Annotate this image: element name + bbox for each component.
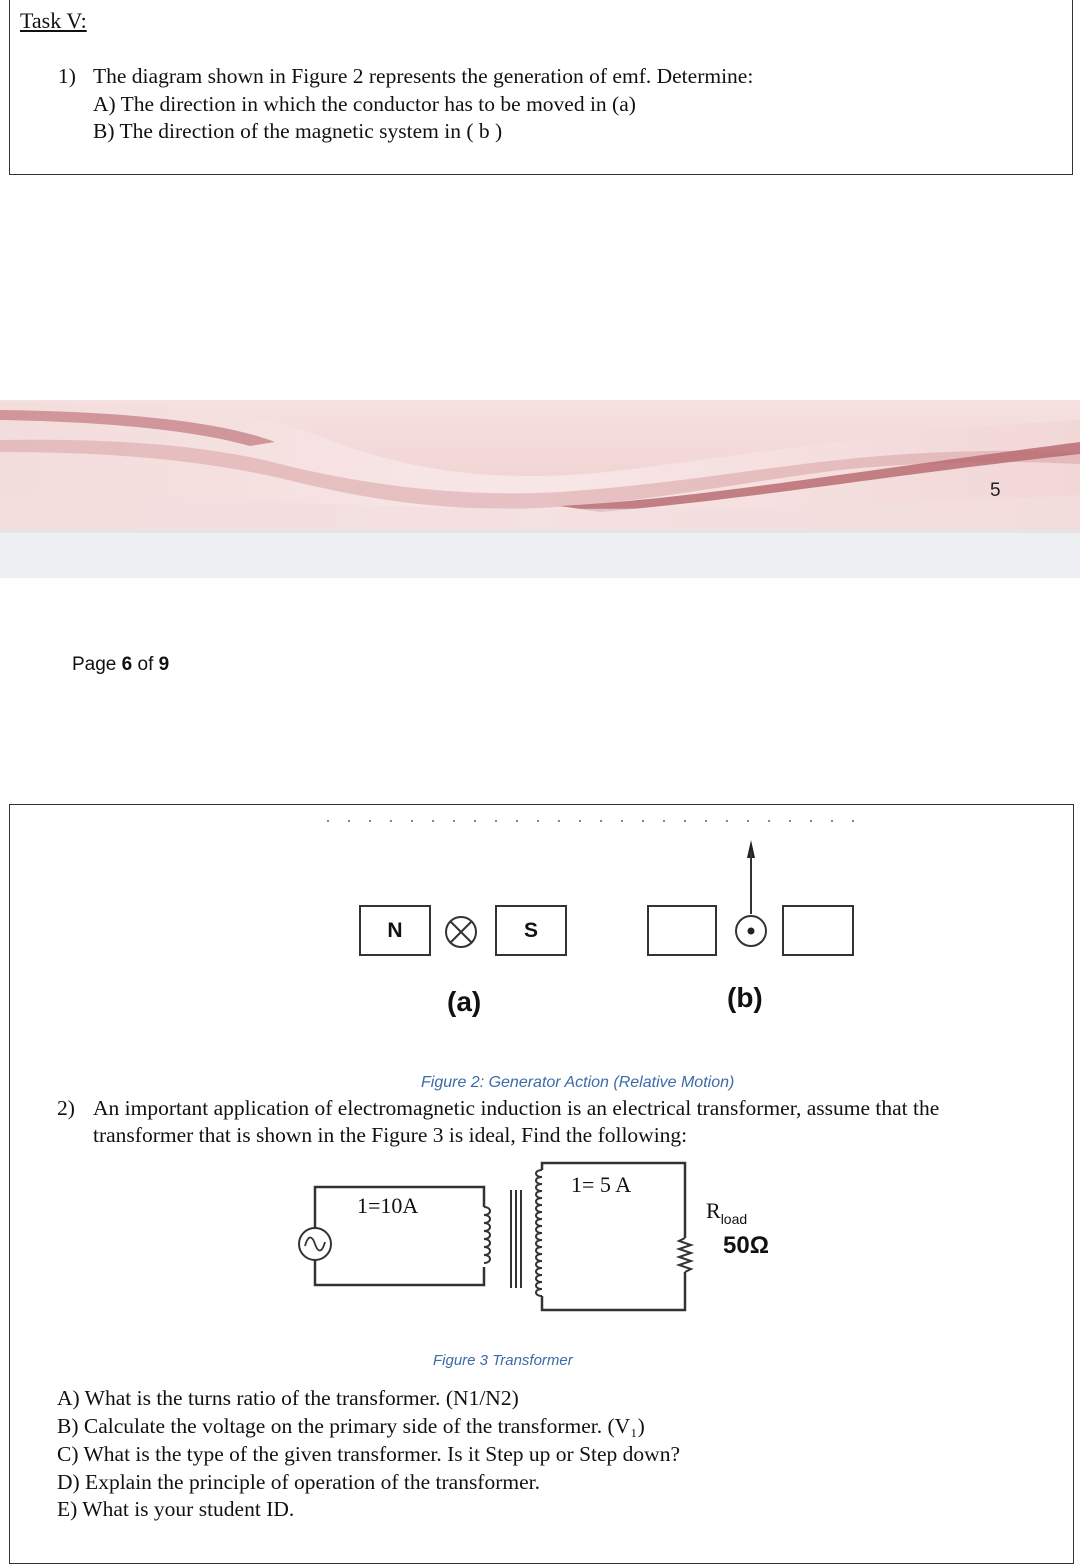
secondary-current-label: 1= 5 A [571, 1172, 632, 1197]
load-r-symbol: R [706, 1198, 721, 1223]
conductor-out-of-page-icon [728, 838, 774, 953]
page-of-label: of [137, 654, 154, 675]
transformer-circuit [285, 1160, 705, 1315]
page-indicator [72, 654, 169, 676]
question-2-part-e: E) What is your student ID. [57, 1497, 295, 1521]
page-total: 9 [158, 654, 170, 675]
load-resistor-label [706, 1198, 748, 1228]
question-2-part-d: D) Explain the principle of operation of the transformer. [57, 1470, 540, 1494]
load-subscript: load [720, 1211, 748, 1228]
figure-2-label-a: (a) [447, 986, 482, 1017]
question-2-line-1: An important application of electromagnetic induction is an electrical transformer, assume that the [93, 1096, 940, 1120]
question-2-line-2: transformer that is shown in the Figure 3 is ideal, Find the following: [93, 1123, 688, 1147]
question-number-1: 1) [58, 64, 76, 88]
dotted-line [325, 818, 865, 824]
question-1-part-a: A) The direction in which the conductor has to be moved in (a) [93, 92, 636, 116]
footer-wave-decoration [0, 380, 1080, 585]
magnet-south-pole: S [495, 905, 567, 956]
question-2-part-b: B) Calculate the voltage on the primary side of the transformer. (V₁) [57, 1414, 645, 1438]
figure-2-label-b: (b) [727, 982, 763, 1013]
task-title: Task V: [20, 8, 87, 33]
magnet-left-block [647, 905, 717, 956]
question-number-2: 2) [57, 1096, 75, 1120]
figure-2-caption: Figure 2: Generator Action (Relative Motion) [421, 1074, 735, 1091]
footer-page-number: 5 [990, 480, 1001, 501]
figure-3-caption: Figure 3 Transformer [433, 1352, 573, 1369]
page-label: Page [72, 654, 117, 675]
question-2-part-c: C) What is the type of the given transformer. Is it Step up or Step down? [57, 1442, 680, 1466]
primary-current-label: 1=10A [357, 1193, 419, 1218]
magnet-right-block [782, 905, 854, 956]
page-current: 6 [121, 654, 133, 675]
question-1-text: The diagram shown in Figure 2 represents the generation of emf. Determine: [93, 64, 754, 88]
load-resistance-value: 50Ω [723, 1232, 769, 1259]
magnet-north-pole: N [359, 905, 431, 956]
question-1-part-b: B) The direction of the magnetic system in ( b ) [93, 119, 503, 143]
question-2-part-a: A) What is the turns ratio of the transformer. (N1/N2) [57, 1386, 519, 1410]
conductor-into-page-icon [442, 913, 480, 951]
